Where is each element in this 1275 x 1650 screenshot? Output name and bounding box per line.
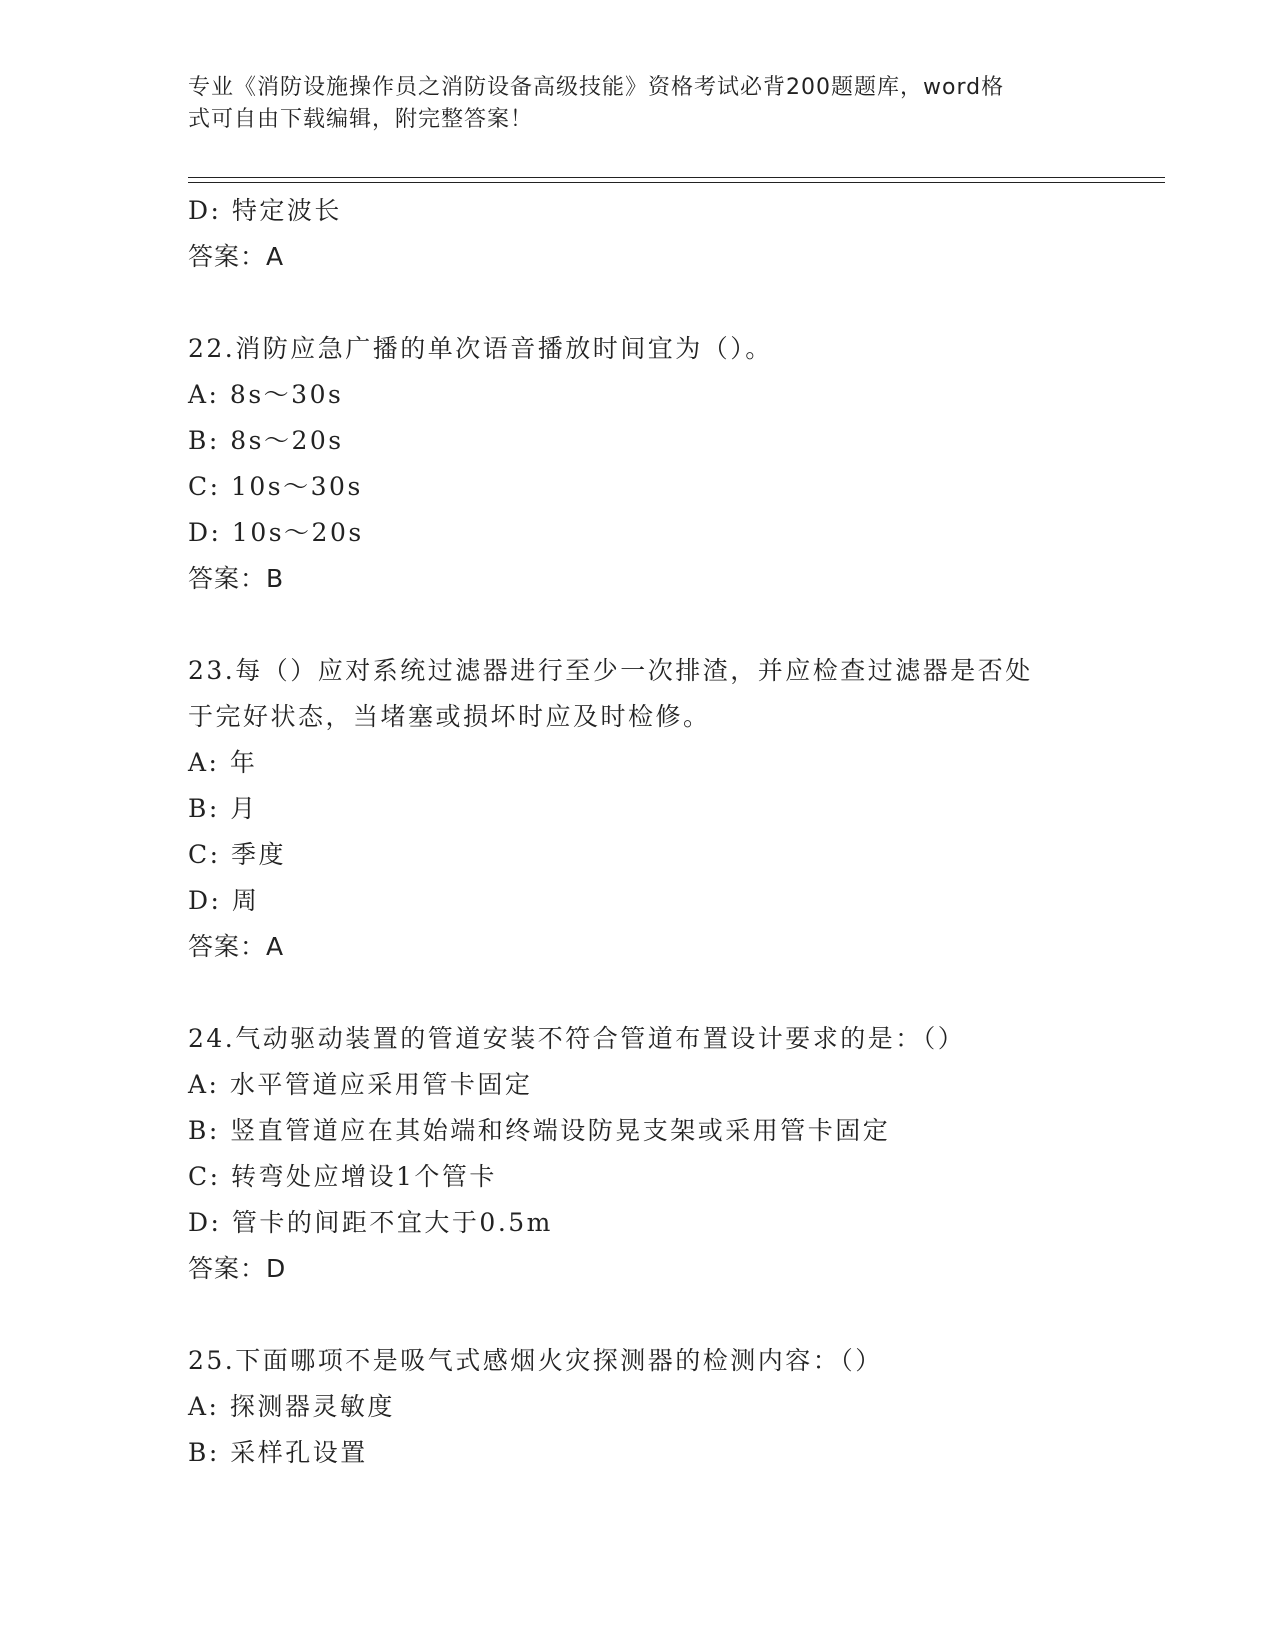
question-22-answer: 答案：B [188, 564, 285, 593]
question-content [188, 188, 1148, 1476]
header-line-2: 式可自由下载编辑，附完整答案！ [188, 107, 534, 132]
prev-answer: 答案：A [188, 242, 285, 271]
question-23-option-a: A: 年 [188, 748, 258, 777]
question-25-option-a: A: 探测器灵敏度 [188, 1392, 395, 1421]
spacer [188, 970, 1148, 1016]
question-23-title-line-1: 23.每（）应对系统过滤器进行至少一次排渣，并应检查过滤器是否处 [188, 656, 1033, 685]
question-25-option-b: B: 采样孔设置 [188, 1438, 368, 1467]
question-22-option-d: D: 10s～20s [188, 518, 364, 547]
spacer [188, 1292, 1148, 1338]
header-divider-bottom [188, 182, 1165, 183]
question-25-title: 25.下面哪项不是吸气式感烟火灾探测器的检测内容：（） [188, 1346, 883, 1375]
question-23-option-d: D: 周 [188, 886, 260, 915]
header-divider-top [188, 177, 1165, 178]
question-22-option-b: B: 8s～20s [188, 426, 344, 455]
question-24-answer: 答案：D [188, 1254, 287, 1283]
question-24-option-c: C: 转弯处应增设1个管卡 [188, 1162, 497, 1191]
question-24-option-b: B: 竖直管道应在其始端和终端设防晃支架或采用管卡固定 [188, 1116, 891, 1145]
prev-option-d: D: 特定波长 [188, 196, 342, 225]
question-23-option-b: B: 月 [188, 794, 258, 823]
question-23-option-c: C: 季度 [188, 840, 286, 869]
question-24-option-a: A: 水平管道应采用管卡固定 [188, 1070, 533, 1099]
question-22-option-a: A: 8s～30s [188, 380, 344, 409]
spacer [188, 602, 1148, 648]
spacer [188, 280, 1148, 326]
question-22-title: 22.消防应急广播的单次语音播放时间宜为（）。 [188, 334, 773, 363]
question-22-option-c: C: 10s～30s [188, 472, 363, 501]
question-24-title: 24.气动驱动装置的管道安装不符合管道布置设计要求的是：（） [188, 1024, 966, 1053]
question-23-answer: 答案：A [188, 932, 285, 961]
document-header [188, 72, 1068, 136]
question-24-option-d: D: 管卡的间距不宜大于0.5m [188, 1208, 553, 1237]
question-23-title-line-2: 于完好状态，当堵塞或损坏时应及时检修。 [188, 702, 711, 731]
header-line-1: 专业《消防设施操作员之消防设备高级技能》资格考试必背200题题库，word格 [188, 75, 1005, 100]
